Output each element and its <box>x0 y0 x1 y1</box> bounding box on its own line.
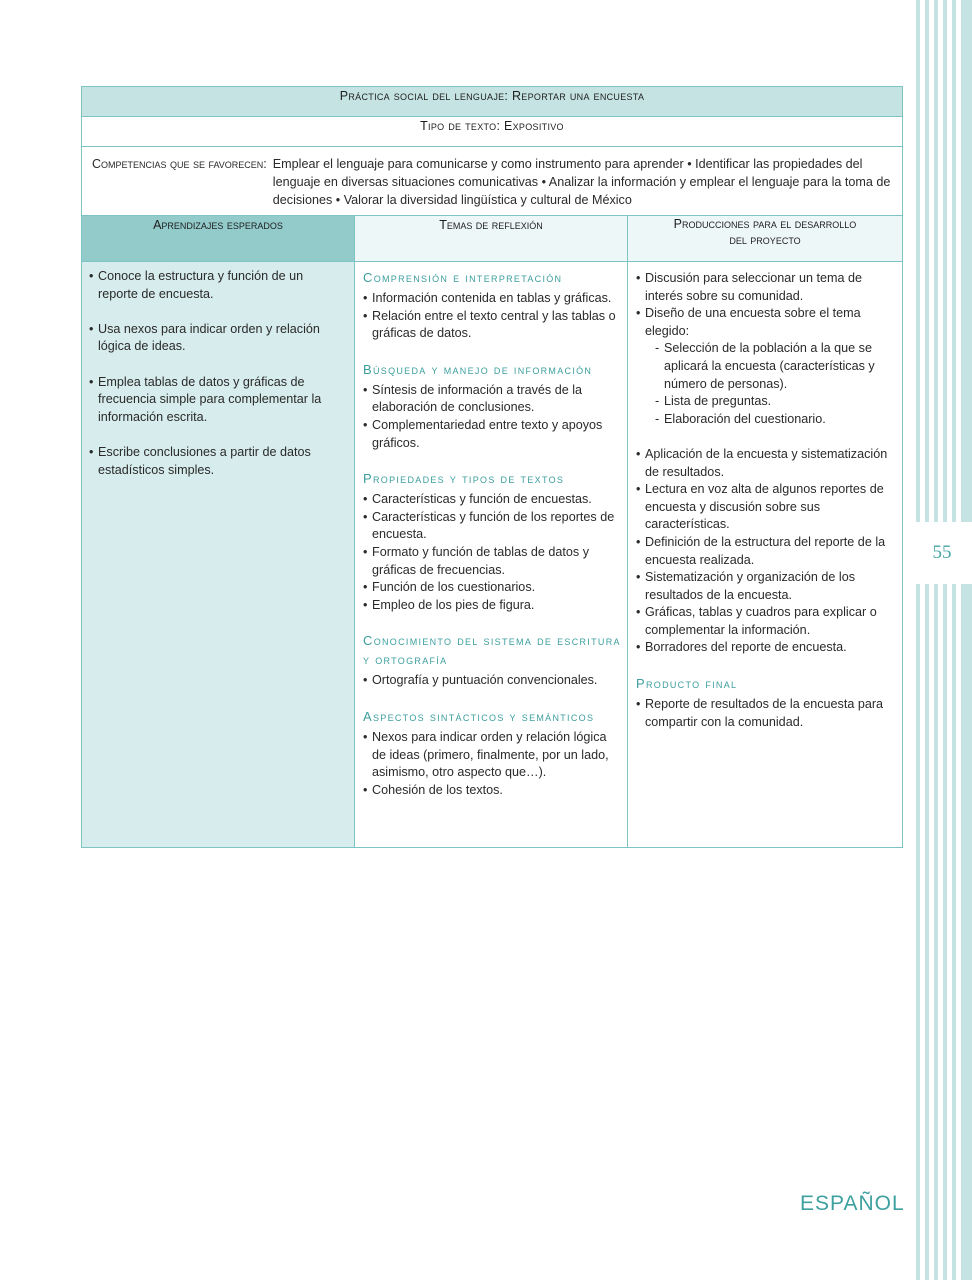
section-title: Propiedades y tipos de textos <box>363 471 565 487</box>
sub-item: - Elaboración del cuestionario. <box>655 411 826 426</box>
content-row <box>82 262 903 848</box>
title-row <box>82 87 903 117</box>
list-item: • Características y función de encuestas. <box>363 492 592 507</box>
list-item: • Nexos para indicar orden y relación lógica de ideas (primero, finalmente, por un lado, asimismo, otro aspecto que…). <box>363 729 609 780</box>
temas-column <box>355 262 628 848</box>
list-item: • Escribe conclusiones a partir de datos estadísticos simples. <box>89 444 311 477</box>
list-item: • Ortografía y puntuación convencionales. <box>363 673 598 688</box>
list-item: • Diseño de una encuesta sobre el tema elegido: <box>636 306 861 338</box>
sub-item: - Lista de preguntas. <box>655 394 772 409</box>
list-item: • Relación entre el texto central y las tablas o gráficas de datos. <box>363 308 616 341</box>
text-type: Tipo de texto: Expositivo <box>420 119 564 133</box>
section-title: Aspectos sintácticos y semánticos <box>363 708 595 724</box>
competencies-row <box>82 147 903 216</box>
text-type-row <box>82 117 903 147</box>
list-item: • Sistematización y organización de los resultados de la encuesta. <box>636 570 856 602</box>
page-number: 55 <box>932 542 952 563</box>
header-aprendizajes: Aprendizajes esperados <box>153 218 283 232</box>
list-item: • Usa nexos para indicar orden y relación lógica de ideas. <box>89 321 320 354</box>
section-title: Búsqueda y manejo de información <box>363 361 593 377</box>
list-item: • Síntesis de información a través de la elaboración de conclusiones. <box>363 382 583 415</box>
list-item: • Formato y función de tablas de datos y gráficas de frecuencias. <box>363 544 590 577</box>
list-item: • Reporte de resultados de la encuesta para compartir con la comunidad. <box>636 697 884 729</box>
list-item: • Discusión para seleccionar un tema de interés sobre su comunidad. <box>636 271 863 303</box>
column-headers <box>82 216 903 262</box>
sub-item: - Selección de la población a la que se aplicará la encuesta (características y número de personas). <box>655 341 875 391</box>
decorative-stripes <box>912 0 972 1280</box>
competencies-label: Competencias que se favorecen: <box>92 157 267 171</box>
list-item: • Borradores del reporte de encuesta. <box>636 640 847 655</box>
list-item: • Emplea tablas de datos y gráficas de frecuencia simple para complementar la información escrita. <box>89 374 322 424</box>
list-item: • Características y función de los reportes de encuesta. <box>363 509 615 542</box>
producciones-column <box>628 262 903 848</box>
list-item: • Gráficas, tablas y cuadros para explicar o complementar la información. <box>636 605 877 637</box>
list-item: • Función de los cuestionarios. <box>363 580 536 595</box>
header-temas: Temas de reflexión <box>439 218 543 232</box>
subject-label: ESPAÑOL <box>800 1192 905 1215</box>
page-number-box <box>912 522 972 584</box>
list-item: • Lectura en voz alta de algunos reportes de encuesta y discusión sobre sus características. <box>636 482 884 532</box>
section-title: Comprensión e interpretación <box>363 270 563 285</box>
list-item: • Definición de la estructura del reporte de la encuesta realizada. <box>636 534 886 567</box>
curriculum-table <box>81 86 903 848</box>
competencies-text: Emplear el lenguaje para comunicarse y como instrumento para aprender • Identificar las propiedades del lenguaje en diversas situaciones comunicativas • Analizar la información y emplear el lenguaje para la toma de decisiones • Valorar la diversidad lingüística y cultural de México <box>272 157 891 207</box>
list-item: • Cohesión de los textos. <box>363 782 503 797</box>
table-title: Práctica social del lenguaje: Reportar una encuesta <box>339 89 645 103</box>
section-title: Producto final <box>636 676 738 692</box>
section-title: Conocimiento del sistema de escritura y ortografía <box>363 633 621 668</box>
aprendizajes-column <box>82 262 355 848</box>
list-item: • Empleo de los pies de figura. <box>363 597 535 612</box>
list-item: • Información contenida en tablas y gráficas. <box>363 291 612 305</box>
header-producciones: Producciones para el desarrollo del proyecto <box>673 217 857 247</box>
list-item: • Conoce la estructura y función de un reporte de encuesta. <box>89 269 304 301</box>
list-item: • Complementariedad entre texto y apoyos gráficos. <box>363 417 603 450</box>
list-item: • Aplicación de la encuesta y sistematización de resultados. <box>636 446 888 479</box>
